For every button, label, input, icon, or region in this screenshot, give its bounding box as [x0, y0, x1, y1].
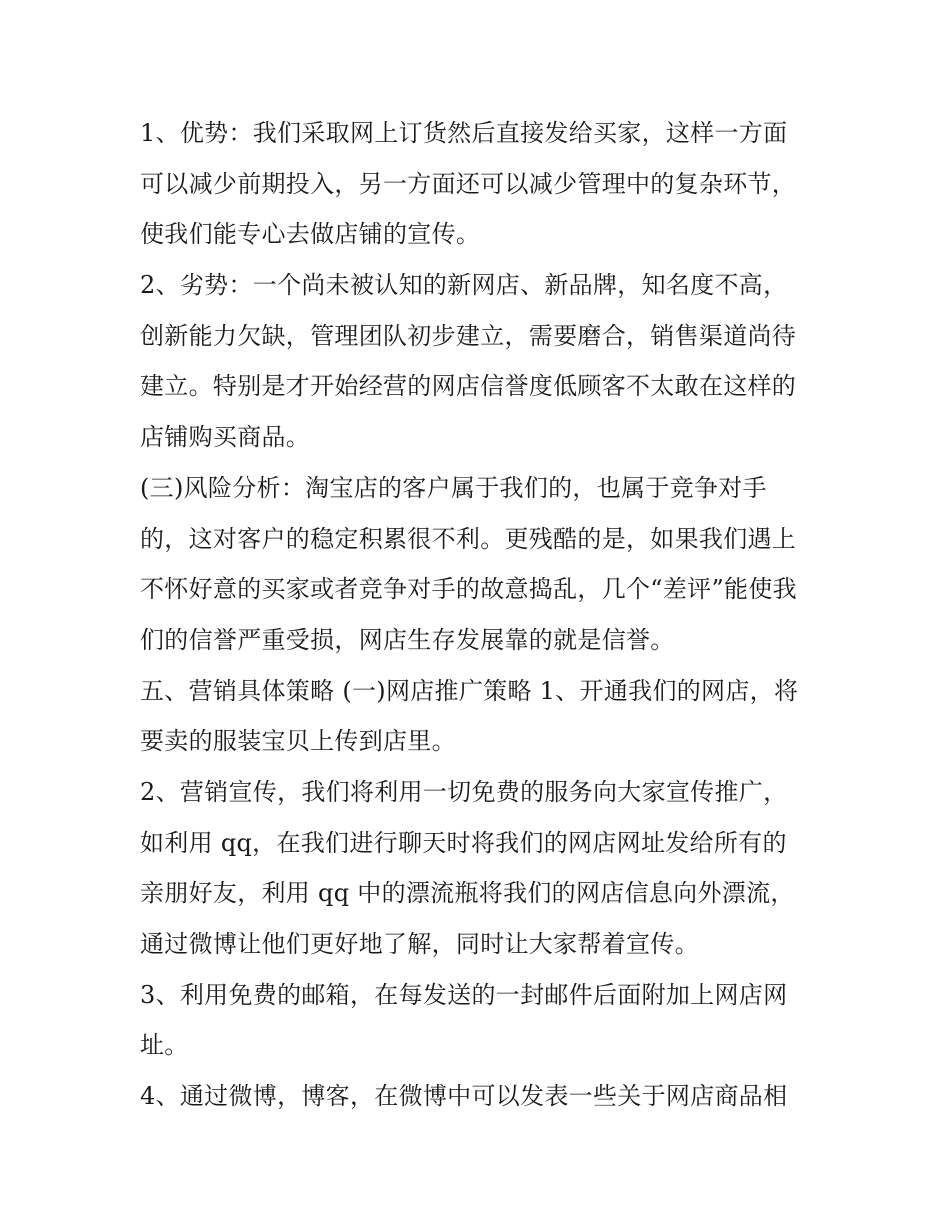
text-line: 亲朋好友，利用 qq 中的漂流瓶将我们的网店信息向外漂流， [140, 879, 795, 908]
text-line: 如利用 qq，在我们进行聊天时将我们的网店网址发给所有的 [140, 828, 787, 857]
text-line: 建立。特别是才开始经营的网店信誉度低顾客不太敢在这样的 [140, 372, 797, 401]
text-line: 创新能力欠缺，管理团队初步建立，需要磨合，销售渠道尚待 [140, 321, 797, 350]
text-line: 2、营销宣传，我们将利用一切免费的服务向大家宣传推广， [140, 777, 788, 806]
text-line: 使我们能专心去做店铺的宣传。 [140, 220, 481, 249]
text-line: 1、优势：我们采取网上订货然后直接发给买家，这样一方面 [140, 119, 788, 147]
text-line: 2、劣势：一个尚未被认知的新网店、新品牌，知名度不高， [140, 271, 788, 300]
text-line: 3、利用免费的邮箱，在每发送的一封邮件后面附加上网店网 [140, 980, 788, 1009]
text-line: 要卖的服装宝贝上传到店里。 [140, 727, 456, 756]
text-line: 不怀好意的买家或者竞争对手的故意捣乱，几个“差评”能使我 [140, 575, 797, 604]
text-line: 的，这对客户的稳定积累很不利。更残酷的是，如果我们遇上 [140, 524, 797, 553]
document-body [140, 108, 820, 1122]
text-line: 4、通过微博，博客，在微博中可以发表一些关于网店商品相 [140, 1082, 788, 1111]
text-line: 通过微博让他们更好地了解，同时让大家帮着宣传。 [140, 930, 699, 958]
text-line: 店铺购买商品。 [140, 423, 311, 452]
text-line: (三)风险分析：淘宝店的客户属于我们的，也属于竞争对手 [140, 473, 767, 502]
text-line: 址。 [140, 1031, 189, 1060]
text-line: 五、营销具体策略 (一)网店推广策略 1、开通我们的网店，将 [140, 676, 799, 705]
text-line: 可以减少前期投入，另一方面还可以减少管理中的复杂环节， [140, 169, 797, 198]
text-line: 们的信誉严重受损，网店生存发展靠的就是信誉。 [140, 625, 675, 654]
